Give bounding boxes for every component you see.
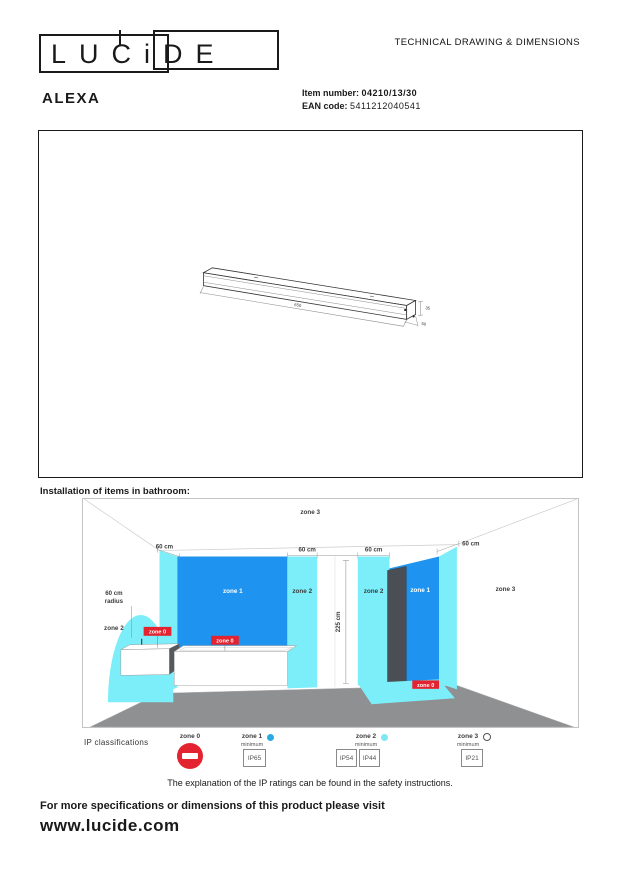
length-dimension-label: 650: [294, 301, 302, 309]
item-number-value: 04210/13/30: [361, 88, 418, 98]
zone0-badge-basin-label: zone 0: [148, 629, 167, 636]
dim-60cm-center-right: 60 cm: [364, 546, 383, 554]
dim-60cm-center-left: 60 cm: [298, 546, 316, 554]
washbasin-front: [121, 649, 170, 676]
zone0-badge-shower-label: zone 0: [417, 682, 435, 689]
document-type-title: TECHNICAL DRAWING & DIMENSIONS: [394, 37, 580, 48]
legend-zone2-minimum: minimum: [354, 742, 378, 748]
zone2-basin-label: zone 2: [104, 624, 124, 632]
website-url: www.lucide.com: [40, 816, 180, 835]
logo-wordmark: LUCiDE: [51, 39, 227, 69]
zone3-ceiling-label: zone 3: [300, 508, 321, 516]
ip-ratings-note: The explanation of the IP ratings can be found in the safety instructions.: [167, 778, 453, 788]
item-number-label: Item number:: [302, 88, 360, 98]
bathtub-front: [174, 652, 287, 686]
zone1-dot-icon: [267, 734, 274, 741]
ip54-rating-box: IP54: [336, 749, 357, 767]
fixture-screw-dot-1: [404, 309, 406, 311]
footer-text: For more specifications or dimensions of this product please visit: [40, 800, 385, 812]
zone3-wall-label: zone 3: [495, 586, 516, 594]
technical-drawing-panel: [38, 130, 583, 478]
installation-section-title: Installation of items in bathroom:: [40, 486, 190, 497]
dim-60cm-right: 60 cm: [462, 540, 480, 548]
bathroom-zones-diagram: [82, 498, 579, 728]
radius-label-line1: 60 cm: [105, 590, 123, 598]
lucide-logo: [38, 28, 284, 78]
zone1-shower-label: zone 1: [410, 587, 431, 595]
legend-zone1-name: zone 1: [241, 733, 263, 740]
shower-zone2-strip: [358, 556, 390, 685]
dim-60cm-left: 60 cm: [155, 543, 174, 551]
height-225-dimension-line: [343, 560, 349, 683]
height-dimension-label: 35: [425, 305, 431, 311]
shower-glass-panel: [388, 566, 407, 690]
ip-classifications-title: IP classifications: [84, 738, 149, 747]
ip21-rating-box: IP21: [461, 749, 483, 767]
legend-zone1-minimum: minimum: [240, 742, 264, 748]
zone3-ring-icon: [483, 733, 491, 741]
legend-zone3-name: zone 3: [457, 733, 479, 740]
ean-code-label: EAN code:: [302, 101, 348, 111]
dim-225cm-label: 225 cm: [334, 611, 342, 633]
radius-label-line2: radius: [104, 598, 124, 606]
ean-code-line: [302, 101, 421, 111]
bathroom-scene: [83, 499, 578, 727]
legend-zone0-name: zone 0: [179, 733, 201, 740]
zone1-bathtub-label: zone 1: [223, 588, 243, 596]
no-entry-icon: [177, 743, 203, 769]
item-number-line: [302, 88, 417, 98]
bathtub-rim: [174, 646, 296, 652]
zone2-bathtub-label: zone 2: [292, 588, 313, 596]
ean-code-value: 5411212040541: [350, 101, 421, 111]
no-entry-bar: [182, 753, 198, 759]
product-name: ALEXA: [42, 90, 101, 107]
legend-zone3-minimum: minimum: [456, 742, 480, 748]
height-dimension-line: [418, 301, 423, 316]
zone0-badge-bathtub-label: zone 0: [216, 638, 234, 645]
fixture-isometric-drawing: [39, 131, 581, 476]
ip44-rating-box: IP44: [359, 749, 380, 767]
legend-zone2-name: zone 2: [355, 733, 377, 740]
ip65-rating-box: IP65: [243, 749, 266, 767]
bathtub-zone2-strip: [287, 556, 317, 688]
fixture-screw-dot-2: [413, 315, 415, 317]
zone2-shower-label: zone 2: [363, 588, 384, 596]
depth-dimension-label: 60: [421, 320, 427, 327]
zone2-dot-icon: [381, 734, 388, 741]
right-corner-zone2-strip: [439, 547, 457, 690]
